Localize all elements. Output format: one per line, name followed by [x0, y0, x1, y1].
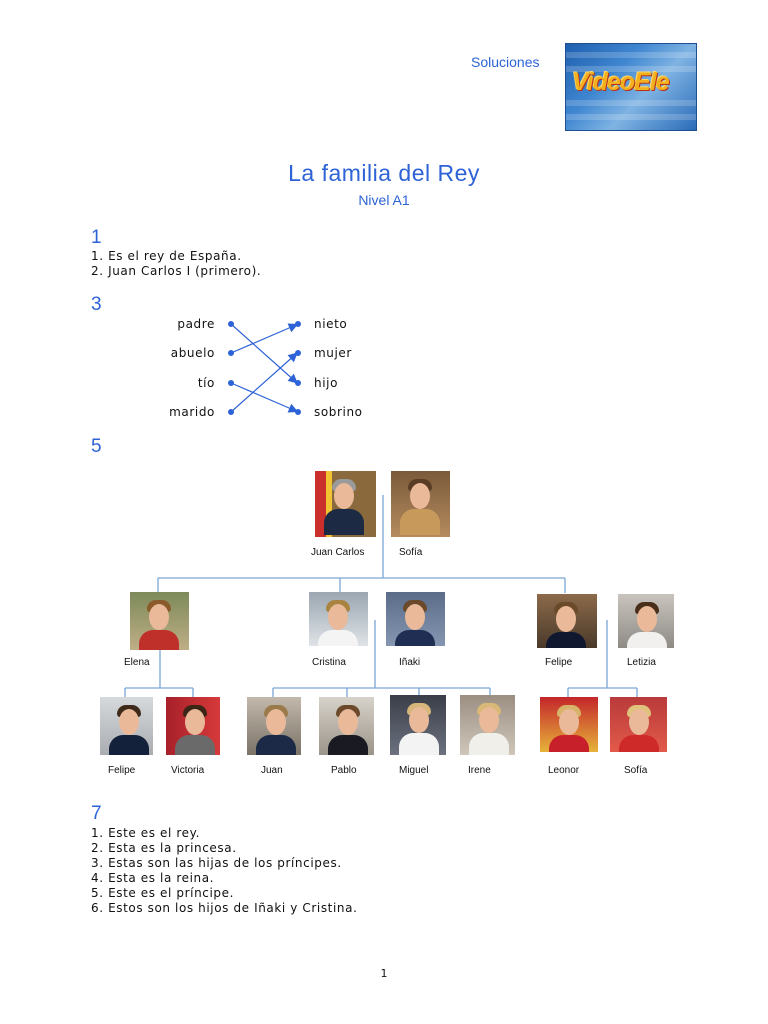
photo-letizia — [618, 594, 674, 648]
photo-irene — [460, 695, 515, 755]
match-left-abuelo: abuelo — [170, 346, 215, 360]
section-5-number: 5 — [91, 436, 102, 457]
match-right-mujer: mujer — [314, 346, 352, 360]
page-number: 1 — [380, 967, 388, 980]
name-felipe-prince: Felipe — [545, 657, 573, 668]
name-leonor: Leonor — [548, 765, 580, 776]
photo-felipe-prince — [537, 594, 597, 648]
answer-line: 3. Estas son las hijas de los príncipes. — [91, 856, 342, 870]
section-1-number: 1 — [91, 227, 102, 248]
photo-sofia-child — [610, 697, 667, 752]
name-victoria: Victoria — [171, 765, 205, 776]
answer-line: 4. Esta es la reina. — [91, 871, 215, 885]
photo-juan-carlos — [315, 471, 376, 537]
section-7-answers — [91, 826, 358, 916]
answer-line: 2. Juan Carlos I (primero). — [91, 264, 262, 278]
section-3-number: 3 — [91, 294, 102, 315]
match-left-padre: padre — [177, 317, 215, 331]
name-irene: Irene — [468, 765, 491, 776]
name-sofia-queen: Sofía — [399, 547, 423, 558]
answer-line: 5. Este es el príncipe. — [91, 886, 235, 900]
solutions-label: Soluciones — [471, 54, 540, 70]
photo-pablo — [319, 697, 374, 755]
answer-line: 6. Estos son los hijos de Iñaki y Cristina. — [91, 901, 358, 915]
name-felipe-child: Felipe — [108, 765, 136, 776]
photo-inaki — [386, 592, 445, 646]
name-pablo: Pablo — [331, 765, 357, 776]
name-cristina: Cristina — [312, 657, 346, 668]
name-inaki: Iñaki — [399, 657, 421, 668]
page-subtitle: Nivel A1 — [358, 192, 410, 208]
photo-cristina — [309, 592, 368, 646]
match-right-sobrino: sobrino — [314, 405, 363, 419]
match-left-marido: marido — [169, 405, 215, 419]
match-right-nieto: nieto — [314, 317, 348, 331]
answer-line: 1. Este es el rey. — [91, 826, 201, 840]
photo-victoria — [166, 697, 220, 755]
name-juan: Juan — [261, 765, 283, 776]
logo-text: VideoEle — [572, 68, 669, 96]
photo-elena — [130, 592, 189, 650]
photo-leonor — [540, 697, 598, 752]
photo-felipe-child — [100, 697, 153, 755]
name-miguel: Miguel — [399, 765, 429, 776]
answer-line: 1. Es el rey de España. — [91, 249, 242, 263]
match-left-tio: tío — [197, 376, 215, 390]
answer-line: 2. Esta es la princesa. — [91, 841, 237, 855]
name-juan-carlos: Juan Carlos — [311, 547, 365, 558]
photo-juan — [247, 697, 301, 755]
photo-sofia-queen — [391, 471, 450, 537]
match-right-hijo: hijo — [314, 376, 339, 390]
name-elena: Elena — [124, 657, 150, 668]
name-sofia-child: Sofía — [624, 765, 648, 776]
section-7-number: 7 — [91, 803, 102, 824]
page-title: La familia del Rey — [288, 160, 480, 186]
photo-miguel — [390, 695, 446, 755]
name-letizia: Letizia — [627, 657, 656, 668]
